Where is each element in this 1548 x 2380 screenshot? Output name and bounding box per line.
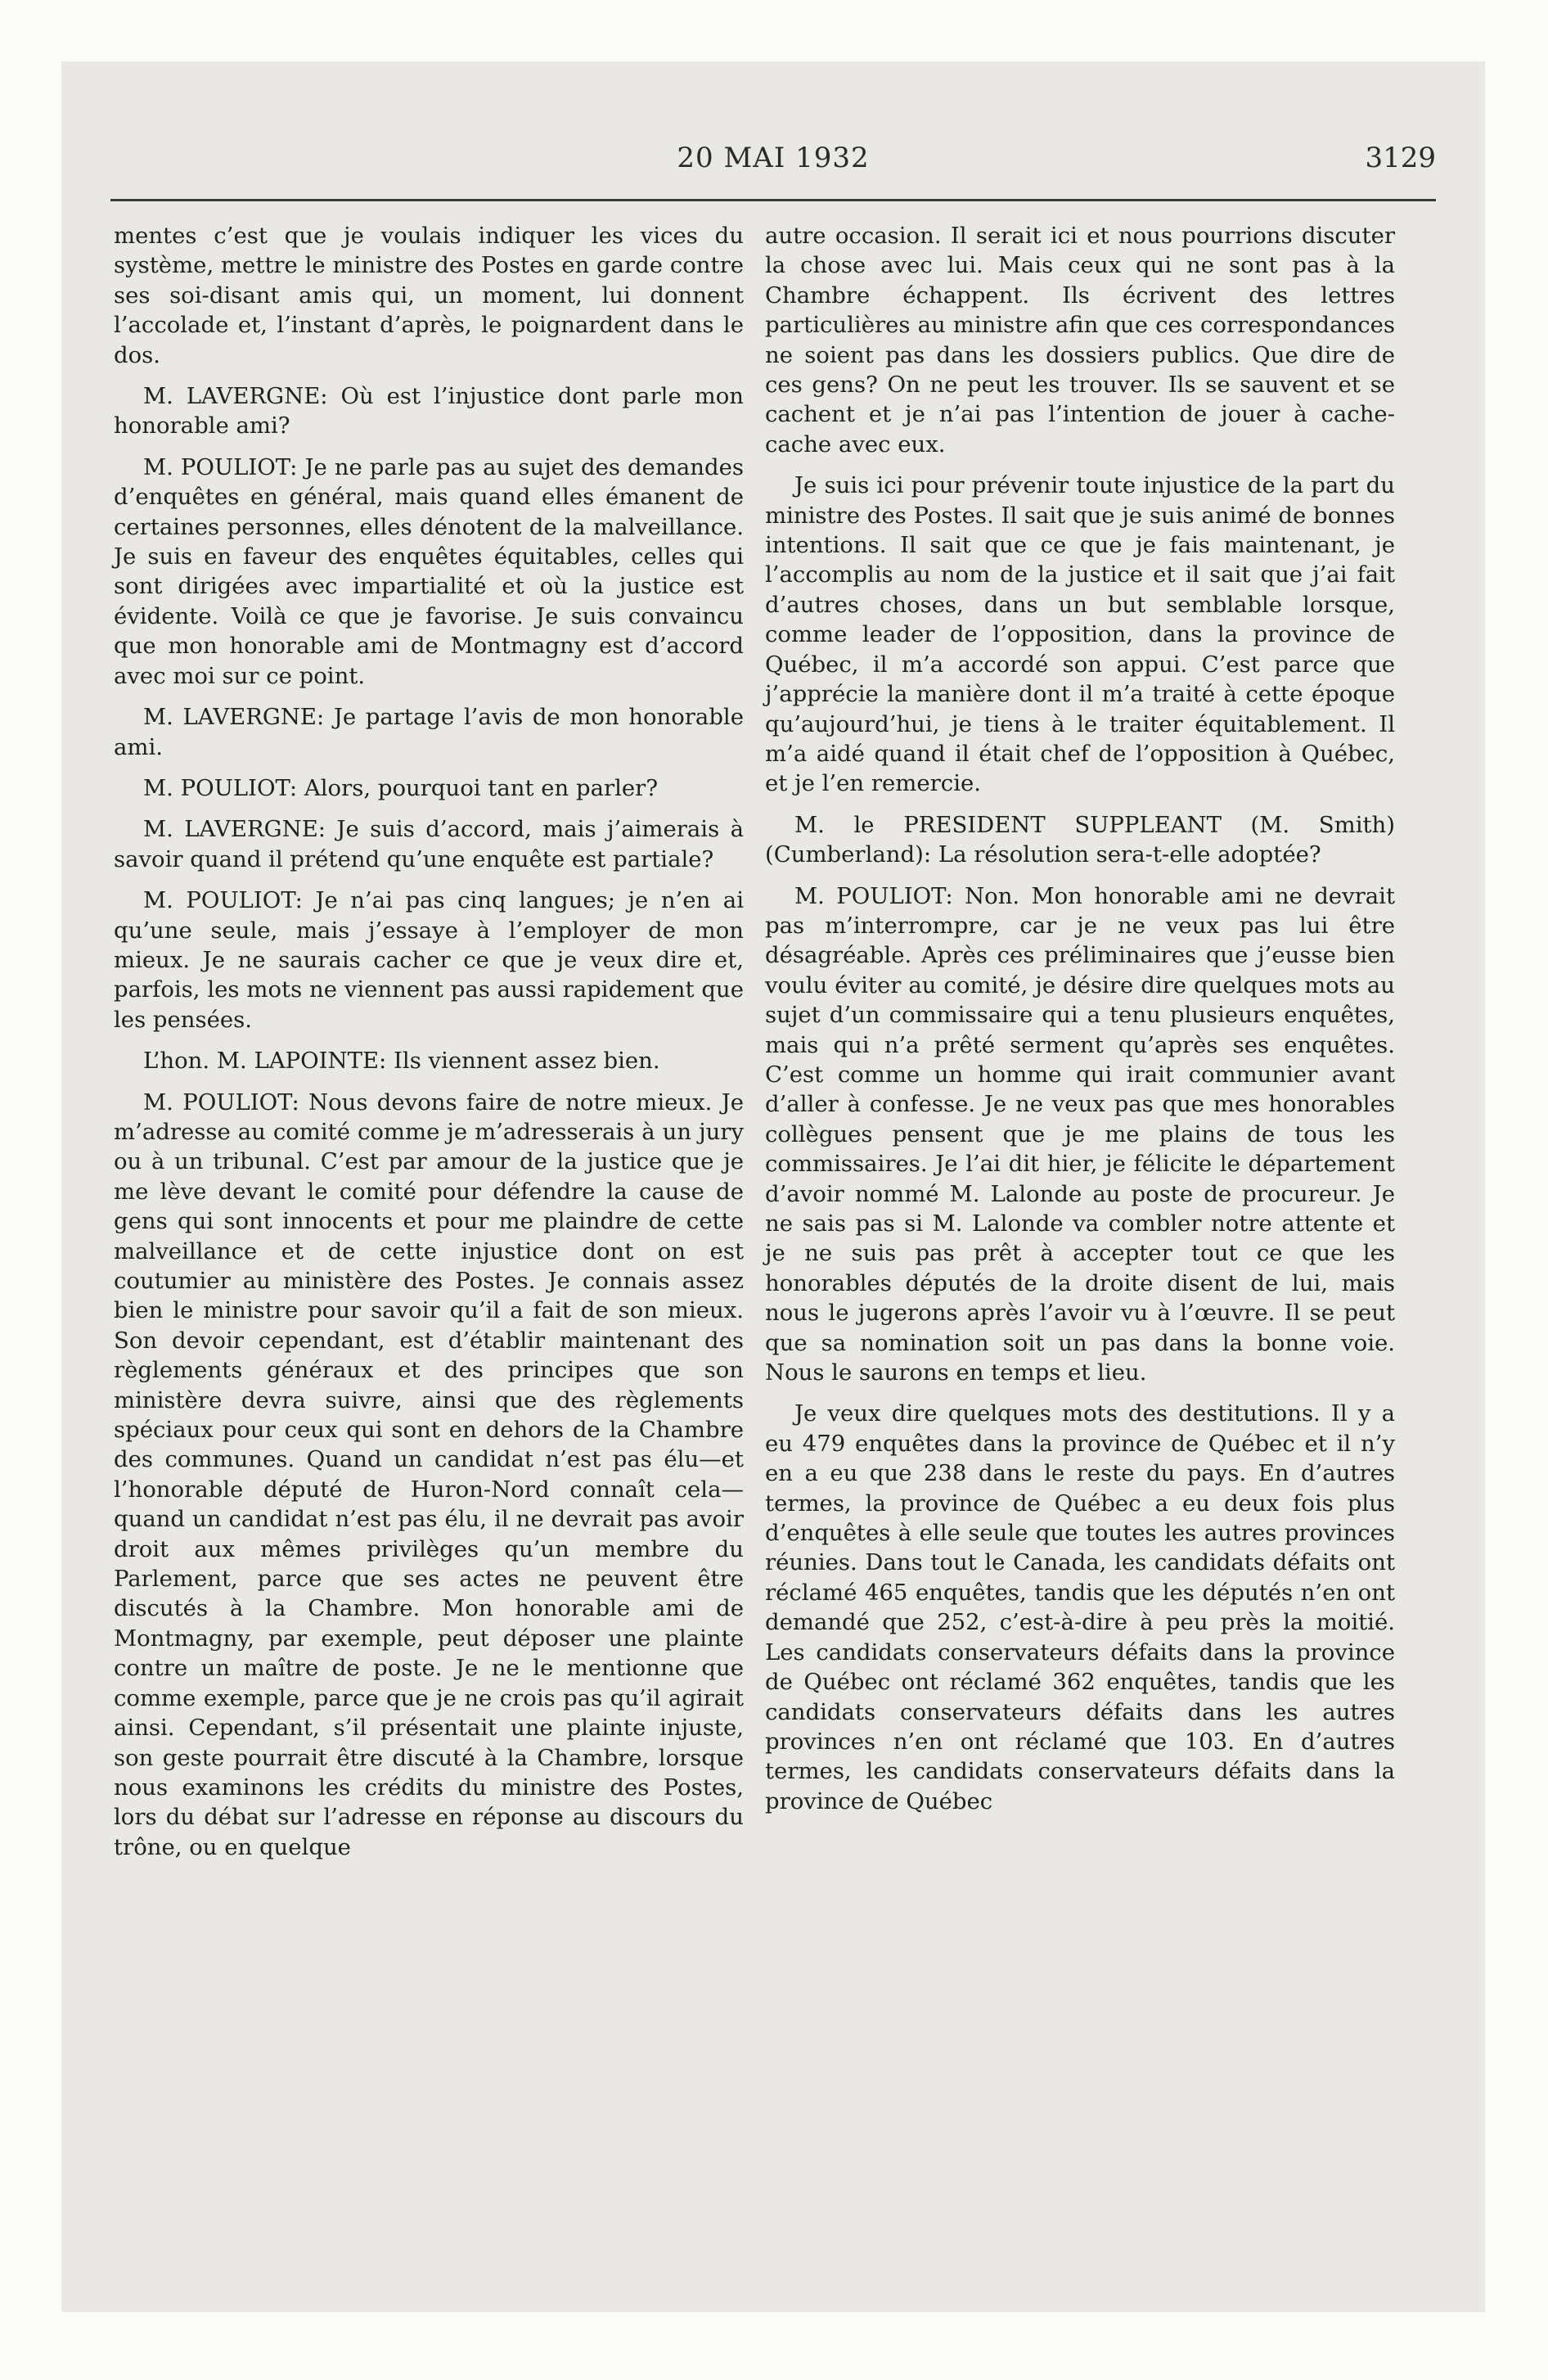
- paragraph: M. POULIOT: Je ne parle pas au sujet des demandes d’enquêtes en général, mais quand elles émanent de certaines personnes, elles dénotent de la malveillance. Je suis en faveur des enquêtes équitables, celles qui sont dirigées avec impartialité et où la justice est évidente. Voilà ce que je favorise. Je suis convaincu que mon honorable ami de Montmagny est d’accord avec moi sur ce point.: [114, 453, 744, 689]
- paragraph: M. POULIOT: Non. Mon honorable ami ne devrait pas m’interrompre, car je ne veux pas lui être désagréable. Après ces préliminaires que j’eusse bien voulu éviter au comité, je désire dire quelques mots au sujet d’un commissaire qui a tenu plusieurs enquêtes, mais qui n’a prêté serment qu’après ses enquêtes. C’est comme un homme qui irait communier avant d’aller à confesse. Je ne veux pas que mes honorables collègues pensent que je me plains de tous les commissaires. Je l’ai dit hier, je félicite le département d’avoir nommé M. Lalonde au poste de procureur. Je ne sais pas si M. Lalonde va combler notre attente et je ne suis pas prêt à accepter tout ce que les honorables députés de la droite disent de lui, mais nous le jugerons après l’avoir vu à l’œuvre. Il se peut que sa nomination soit un pas dans la bonne voie. Nous le saurons en temps et lieu.: [765, 882, 1395, 1386]
- right-column: [765, 221, 1395, 1828]
- left-column: [114, 221, 744, 1873]
- paragraph: mentes c’est que je voulais indiquer les vices du système, mettre le ministre des Postes en garde contre ses soi-disant amis qui, un moment, lui donnent l’accolade et, l’instant d’après, le poignardent dans le dos.: [114, 223, 744, 368]
- paragraph: M. POULIOT: Nous devons faire de notre mieux. Je m’adresse au comité comme je m’adresserais à un jury ou à un tribunal. C’est par amour de la justice que je me lève devant le comité pour défendre la cause de gens qui sont innocents et pour me plaindre de cette malveillance et de cette injustice dont on est coutumier au ministère des Postes. Je connais assez bien le ministre pour savoir qu’il a fait de son mieux. Son devoir cependant, est d’établir maintenant des règlements généraux et des principes que son ministère devra suivre, ainsi que des règlements spéciaux pour ceux qui sont en dehors de la Chambre des communes. Quand un candidat n’est pas élu—et l’honorable député de Huron-Nord connaît cela—quand un candidat n’est pas élu, il ne devrait pas avoir droit aux mêmes privilèges qu’un membre du Parlement, parce que ses actes ne peuvent être discutés à la Chambre. Mon honorable ami de Montmagny, par exemple, peut déposer une plainte contre un maître de poste. Je ne le mentionne que comme exemple, parce que je ne crois pas qu’il agirait ainsi. Cependant, s’il présentait une plainte injuste, son geste pourrait être discuté à la Chambre, lorsque nous examinons les crédits du ministre des Postes, lors du débat sur l’adresse en réponse au discours du trône, ou en quelque: [114, 1089, 744, 1860]
- paragraph: Je suis ici pour prévenir toute injustice de la part du ministre des Postes. Il sait que je suis animé de bonnes intentions. Il sait que ce que je fais maintenant, je l’accomplis au nom de la justice et il sait que j’ai fait d’autres choses, dans un but semblable lorsque, comme leader de l’opposition, dans la province de Québec, il m’a accordé son appui. C’est parce que j’apprécie la manière dont il m’a traité à cette époque qu’aujourd’hui, je tiens à le traiter équitablement. Il m’a aidé quand il était chef de l’opposition à Québec, et je l’en remercie.: [765, 472, 1395, 797]
- paragraph: L’hon. M. LAPOINTE: Ils viennent assez bien.: [143, 1048, 660, 1075]
- scanned-page: [61, 61, 1485, 2312]
- paragraph: M. LAVERGNE: Je partage l’avis de mon honorable ami.: [114, 704, 744, 760]
- page-number: 3129: [1365, 142, 1436, 174]
- page-header: [110, 142, 1436, 179]
- page-date: 20 MAI 1932: [677, 142, 870, 174]
- paragraph: M. LAVERGNE: Où est l’injustice dont parle mon honorable ami?: [114, 383, 744, 439]
- paragraph: M. LAVERGNE: Je suis d’accord, mais j’aimerais à savoir quand il prétend qu’une enquête est partiale?: [114, 816, 744, 872]
- header-rule: [110, 199, 1436, 201]
- paragraph: M. POULIOT: Alors, pourquoi tant en parler?: [143, 774, 659, 801]
- paragraph: Je veux dire quelques mots des destitutions. Il y a eu 479 enquêtes dans la province de Québec et il n’y en a eu que 238 dans le reste du pays. En d’autres termes, la province de Québec a eu deux fois plus d’enquêtes à elle seule que toutes les autres provinces réunies. Dans tout le Canada, les candidats défaits ont réclamé 465 enquêtes, tandis que les députés n’en ont demandé que 252, c’est-à-dire à peu près la moitié. Les candidats conservateurs défaits dans la province de Québec ont réclamé 362 enquêtes, tandis que les candidats conservateurs défaits dans les autres provinces n’en ont réclamé que 103. En d’autres termes, les candidats conservateurs défaits dans la province de Québec: [765, 1400, 1395, 1814]
- paragraph: M. le PRESIDENT SUPPLEANT (M. Smith) (Cumberland): La résolution sera-t-elle adoptée?: [765, 811, 1395, 868]
- paragraph: autre occasion. Il serait ici et nous pourrions discuter la chose avec lui. Mais ceux qui ne sont pas à la Chambre échappent. Ils écrivent des lettres particulières au ministre afin que ces correspondances ne soient pas dans les dossiers publics. Que dire de ces gens? On ne peut les trouver. Ils se sauvent et se cachent et je n’ai pas l’intention de jouer à cache-cache avec eux.: [765, 223, 1395, 458]
- paragraph: M. POULIOT: Je n’ai pas cinq langues; je n’en ai qu’une seule, mais j’essaye à l’employer de mon mieux. Je ne saurais cacher ce que je veux dire et, parfois, les mots ne viennent pas aussi rapidement que les pensées.: [114, 887, 744, 1033]
